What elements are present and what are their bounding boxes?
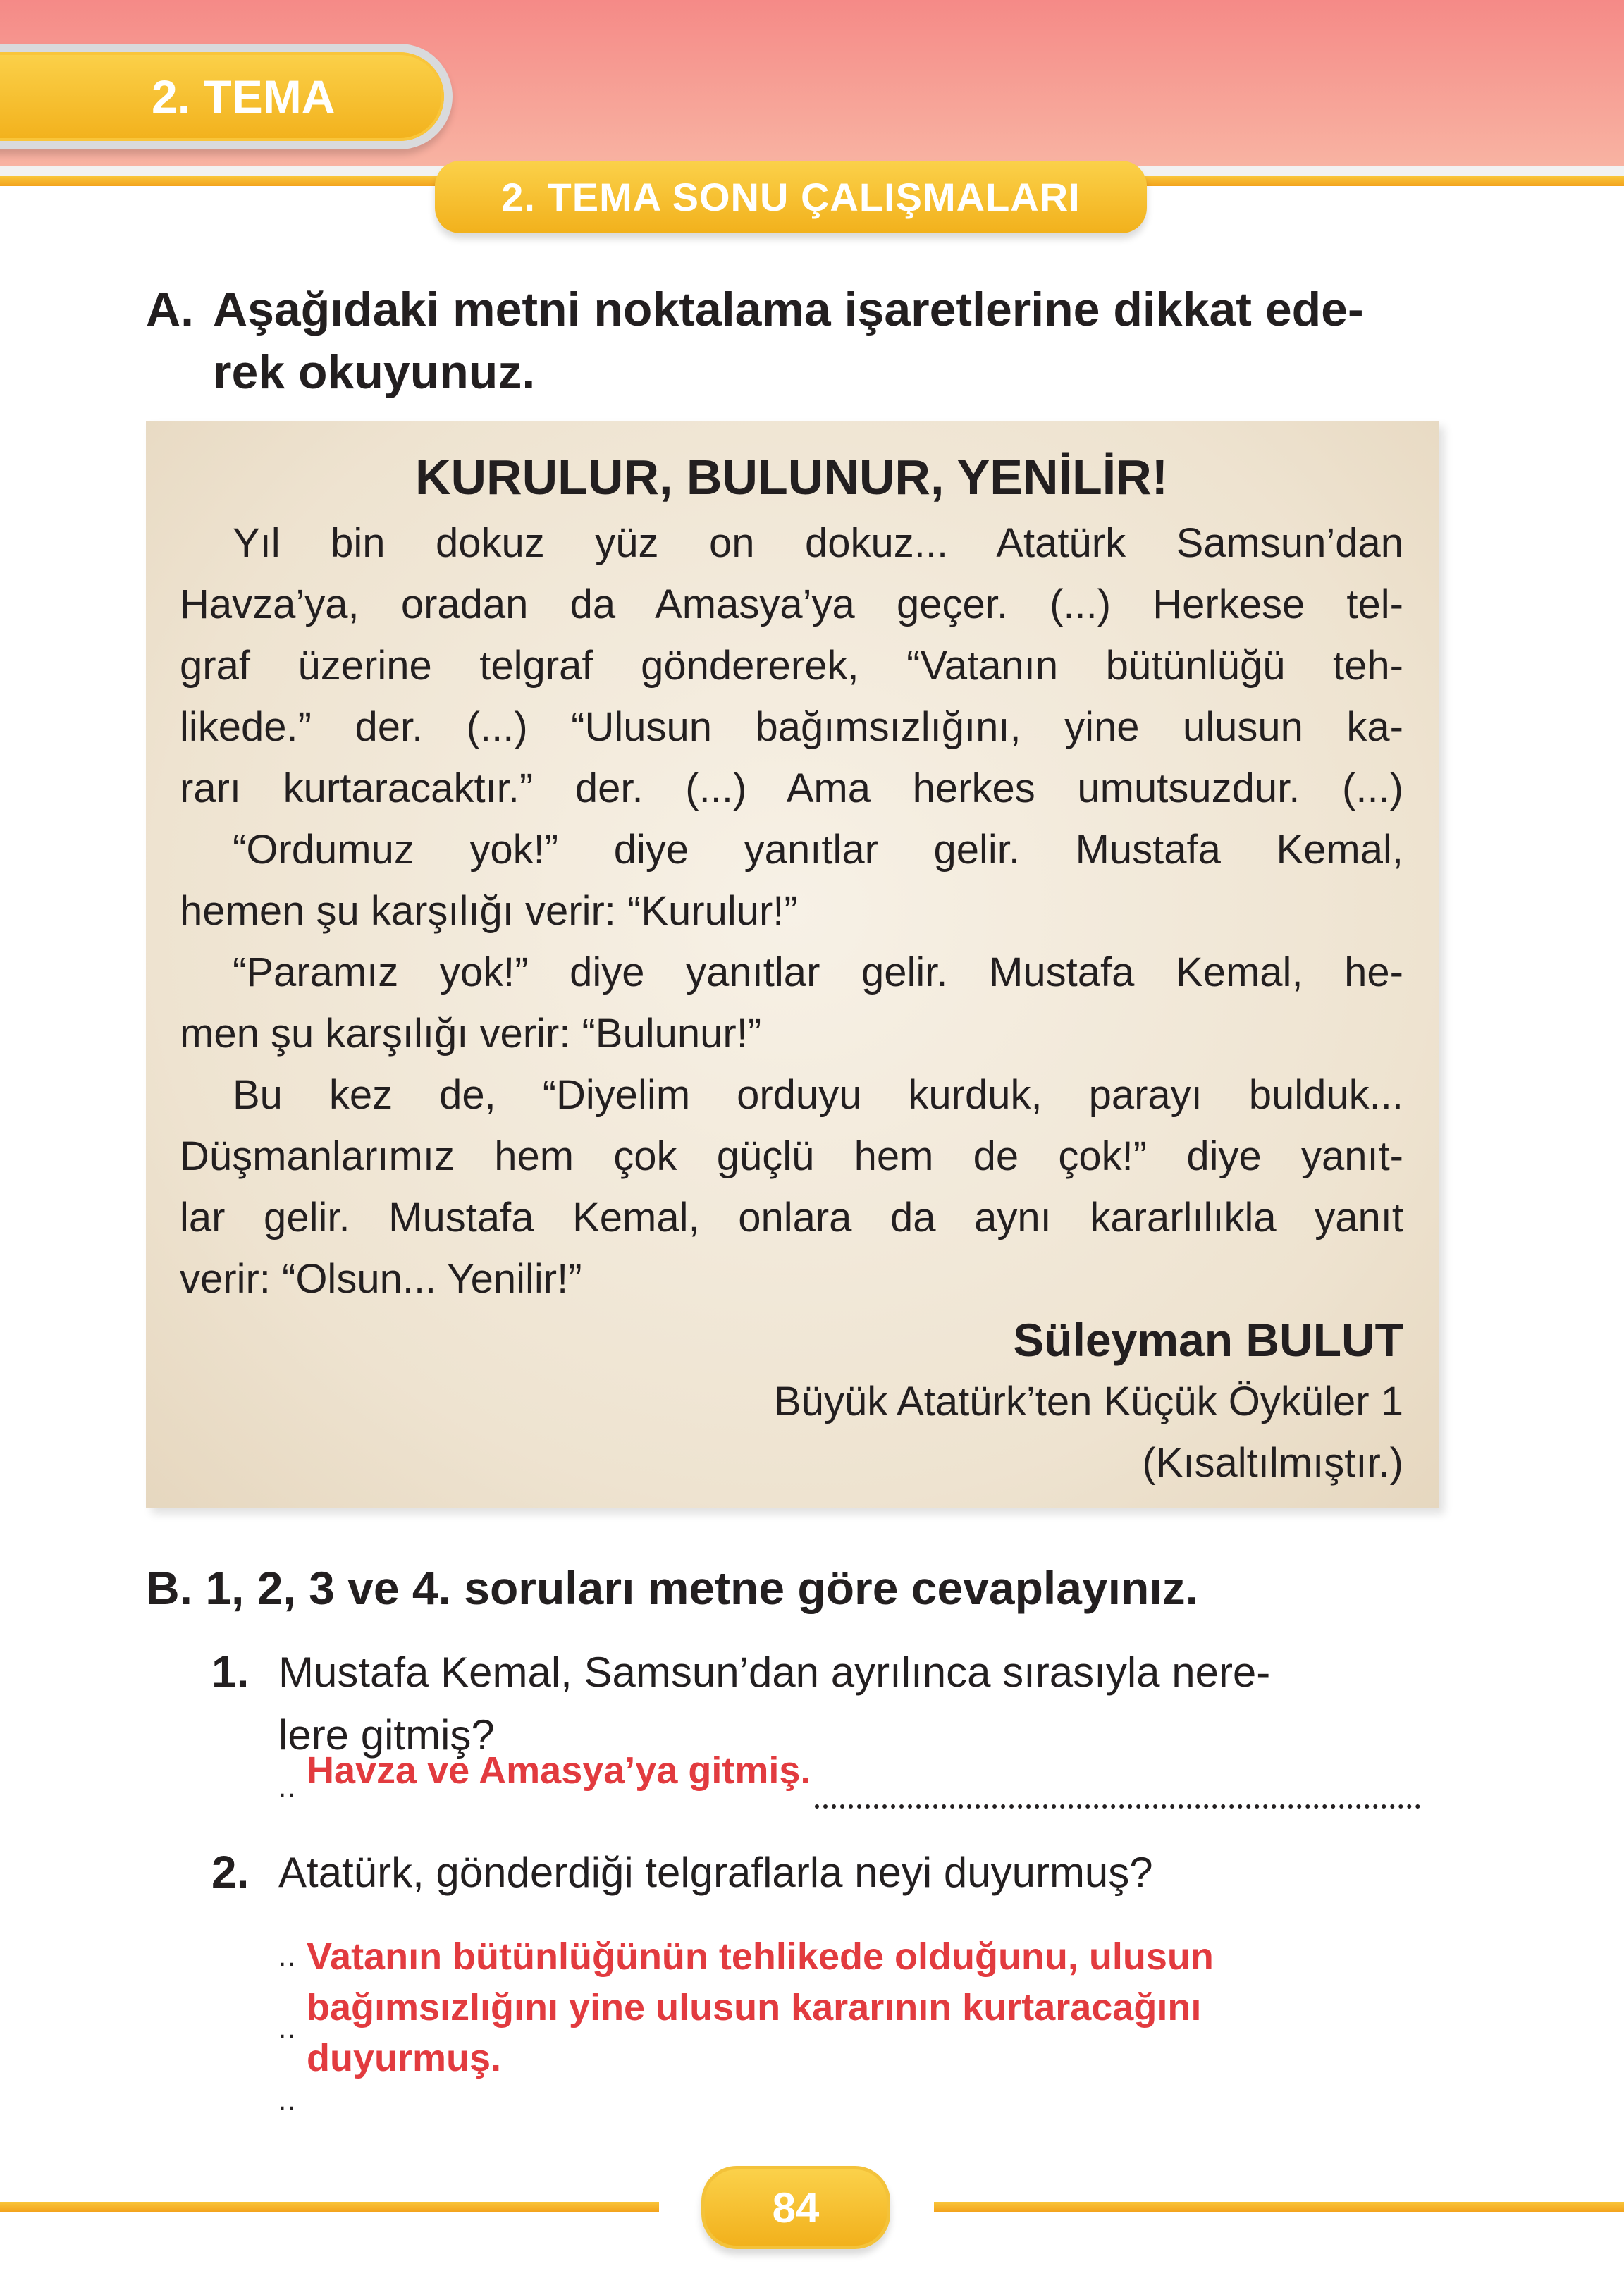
question-2 [211, 1841, 1438, 1904]
reading-line: Bu kez de, “Diyelim orduyu kurduk, parayı bulduk... [233, 1072, 1403, 1118]
part-b-heading: B. 1, 2, 3 ve 4. soruları metne göre cevaplayınız. [146, 1562, 1198, 1614]
reading-line: men şu karşılığı verir: “Bulunur!” [180, 1011, 762, 1057]
reading-line: Yıl bin dokuz yüz on dokuz... Atatürk Samsun’dan [233, 520, 1403, 566]
part-a-instruction [146, 278, 1443, 404]
dotted-line [815, 1804, 1420, 1809]
source: Büyük Atatürk’ten Küçük Öyküler 1 [774, 1379, 1403, 1424]
reading-title: KURULUR, BULUNUR, YENİLİR! [414, 450, 1169, 505]
answer-2-text: bağımsızlığını yine ulusun kararının kurtaracağını [307, 1986, 1202, 2029]
reading-line: likede.” der. (...) “Ulusun bağımsızlığını, yine ulusun ka- [180, 704, 1403, 750]
answer-2-line[interactable] [278, 1931, 1420, 1982]
footer-line-right [934, 2202, 1624, 2212]
theme-label: 2. TEMA [152, 70, 336, 123]
question-number: 2. [211, 1847, 250, 1897]
dots: .. [278, 1772, 297, 1803]
footer-line-left [0, 2202, 659, 2212]
question-text: Atatürk, gönderdiği telgraflarla neyi duyurmuş? [278, 1849, 1153, 1896]
section-badge [435, 161, 1147, 233]
instruction-line: Aşağıdaki metni noktalama işaretlerine dikkat ede- [213, 283, 1364, 336]
abridged-note: (Kısaltılmıştır.) [1142, 1440, 1403, 1486]
answer-1-line[interactable] [278, 1749, 1420, 1813]
reading-line: hemen şu karşılığı verir: “Kurulur!” [180, 888, 798, 934]
reading-line: lar gelir. Mustafa Kemal, onlara da aynı kararlılıkla yanıt [180, 1195, 1403, 1241]
reading-line: “Ordumuz yok!” diye yanıtlar gelir. Mustafa Kemal, [233, 827, 1403, 873]
dots: .. [278, 1941, 297, 1972]
question-text: lere gitmiş? [278, 1711, 495, 1759]
section-title: 2. TEMA SONU ÇALIŞMALARI [501, 175, 1081, 219]
answer-2-text: duyurmuş. [307, 2037, 502, 2079]
dots: .. [278, 2013, 297, 2044]
reading-line: verir: “Olsun... Yenilir!” [180, 1256, 582, 1302]
reading-box [146, 421, 1439, 1508]
reading-line: Havza’ya, oradan da Amasya’ya geçer. (...) Herkese tel- [180, 581, 1403, 627]
answer-2-text: Vatanın bütünlüğünün tehlikede olduğunu, ulusun [307, 1935, 1214, 1978]
instruction-line: rek okuyunuz. [213, 345, 536, 399]
theme-badge [0, 44, 453, 149]
reading-line: “Paramız yok!” diye yanıtlar gelir. Mustafa Kemal, he- [233, 949, 1403, 995]
answer-1: Havza ve Amasya’ya gitmiş. [307, 1749, 811, 1792]
page-number: 84 [772, 2184, 820, 2231]
answer-2-line[interactable] [278, 2033, 1420, 2116]
reading-body [180, 512, 1403, 1310]
part-a-label: A. [146, 283, 194, 336]
question-text: Mustafa Kemal, Samsun’dan ayrılınca sırasıyla nere- [278, 1649, 1271, 1696]
reading-line: graf üzerine telgraf göndererek, “Vatanın bütünlüğü teh- [180, 643, 1403, 689]
dots: .. [278, 2085, 297, 2116]
reading-line: rarı kurtaracaktır.” der. (...) Ama herkes umutsuzdur. (...) [180, 765, 1403, 811]
author: Süleyman BULUT [1013, 1314, 1403, 1366]
answer-2-line[interactable] [278, 1982, 1420, 2044]
page-number-badge [701, 2166, 890, 2249]
question-number: 1. [211, 1646, 250, 1697]
reading-line: Düşmanlarımız hem çok güçlü hem de çok!” diye yanıt- [180, 1133, 1403, 1179]
